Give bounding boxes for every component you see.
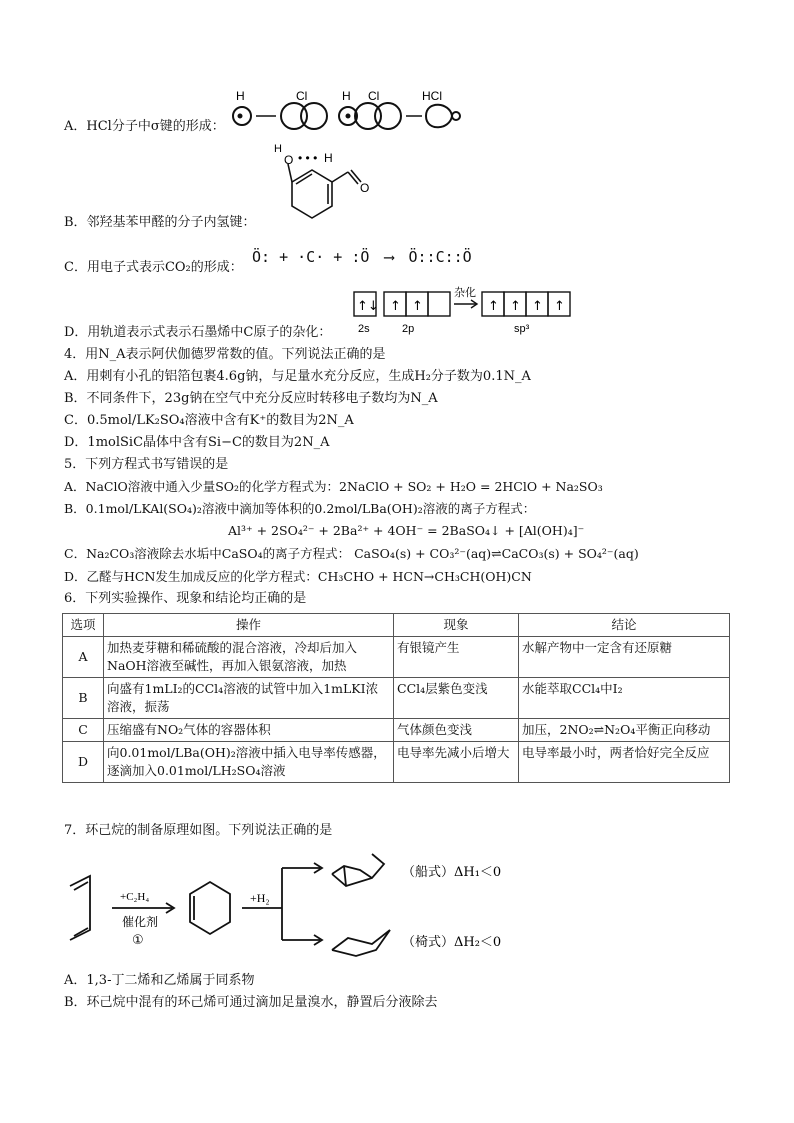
q5-option-a: A．NaClO溶液中通入少量SO₂的化学方程式为：2NaClO + SO₂ + H₂O = 2HClO + Na₂SO₃ (64, 479, 603, 494)
salicyl-o2: O (360, 181, 370, 195)
q4-option-c: C．0.5mol/LK₂SO₄溶液中含有K⁺的数目为2N_A (64, 413, 354, 428)
row-d-operation: 向0.01mol/LBa(OH)₂溶液中插入电导率传感器，逐滴加入0.01mol/LH₂SO₄溶液 (104, 742, 394, 783)
row-b-conclusion: 水能萃取CCl₄中I₂ (519, 678, 730, 719)
header-phenomenon: 现象 (394, 614, 519, 637)
q7-option-b: B．环己烷中混有的环己烯可通过滴加足量溴水，静置后分液除去 (64, 995, 438, 1010)
option-a-label: A．HCl分子中σ键的形成： (64, 119, 225, 134)
table-row (63, 719, 730, 742)
salicyl-h: H (274, 143, 282, 155)
q5-option-b2: Al³⁺ + 2SO₄²⁻ + 2Ba²⁺ + 4OH⁻ = 2BaSO₄↓ + [Al(OH)₄]⁻ (228, 523, 585, 538)
reagent-h2: +H₂ (250, 891, 270, 905)
hcl-fig-product: HCl (422, 89, 442, 103)
co2-electron-formula (252, 248, 472, 266)
row-b-operation: 向盛有1mLI₂的CCl₄溶液的试管中加入1mLKI浓溶液，振荡 (104, 678, 394, 719)
q5-option-d: D．乙醛与HCN发生加成反应的化学方程式：CH₃CHO + HCN→CH₃CH(OH)CN (64, 569, 532, 584)
q4-option-b: B．不同条件下，23g钠在空气中充分反应时转移电子数均为N_A (64, 391, 438, 406)
row-d-option: D (63, 742, 104, 783)
row-a-operation: 加热麦芽糖和稀硫酸的混合溶液，冷却后加入NaOH溶液至碱性，再加入银氨溶液，加热 (104, 637, 394, 678)
orbital-sp3: sp³ (514, 323, 530, 335)
option-d-label: D．用轨道表示式表示石墨烯中C原子的杂化： (64, 325, 332, 340)
svg-text:• • •: • • • (298, 151, 318, 165)
salicyl-o1: O (284, 153, 294, 167)
q5-option-b1: B．0.1mol/LKAl(SO₄)₂溶液中滴加等体积的0.2mol/LBa(OH)₂溶液的离子方程式： (64, 501, 536, 516)
row-d-phenomenon: 电导率先减小后增大 (394, 742, 519, 783)
cyclohexane-scheme (60, 846, 540, 970)
table-row (63, 637, 730, 678)
svg-text:↑: ↑ (488, 299, 499, 314)
svg-text:↑↓: ↑↓ (357, 299, 379, 314)
q6-table (62, 613, 730, 783)
co2-left: Ö: + ·C· + :Ö (252, 248, 370, 266)
hcl-fig-cl: Cl (296, 89, 308, 103)
co2-right: Ö::C::Ö (408, 248, 472, 266)
hcl-fig-cl2: Cl (368, 89, 380, 103)
table-row (63, 678, 730, 719)
header-conclusion: 结论 (519, 614, 730, 637)
q5-stem: 5．下列方程式书写错误的是 (64, 457, 229, 472)
q7-stem: 7．环己烷的制备原理如图。下列说法正确的是 (64, 823, 333, 838)
header-operation: 操作 (104, 614, 394, 637)
hcl-sigma-figure (226, 86, 466, 136)
hcl-fig-h: H (236, 89, 245, 103)
catalyst-label: 催化剂 (122, 915, 159, 929)
option-c-label: C．用电子式表示CO₂的形成： (64, 260, 243, 275)
step-label: ① (132, 933, 144, 948)
q4-option-d: D．1molSiC晶体中含有Si−C的数目为2N_A (64, 435, 330, 450)
orbital-2s: 2s (358, 323, 370, 335)
svg-text:H: H (324, 151, 333, 165)
option-b-label: B．邻羟基苯甲醛的分子内氢键： (64, 215, 256, 230)
row-a-phenomenon: 有银镜产生 (394, 637, 519, 678)
row-c-conclusion: 加压，2NO₂⇌N₂O₄平衡正向移动 (519, 719, 730, 742)
table-header-row (63, 614, 730, 637)
row-a-conclusion: 水解产物中一定含有还原糖 (519, 637, 730, 678)
svg-text:↑: ↑ (390, 299, 401, 314)
orbital-2p: 2p (402, 323, 415, 335)
q4-option-a: A．用刺有小孔的铝箔包裹4.6g钠，与足量水充分反应，生成H₂分子数为0.1N_A (64, 369, 531, 384)
orbital-diagram (350, 284, 580, 336)
row-c-option: C (63, 719, 104, 742)
svg-text:↑: ↑ (412, 299, 423, 314)
svg-text:↑: ↑ (510, 299, 521, 314)
orbital-arrow-label: 杂化 (454, 286, 476, 299)
q5-option-c: C．Na₂CO₃溶液除去水垢中CaSO₄的离子方程式： CaSO₄(s) + CO₃²⁻(aq)⇌CaCO₃(s) + SO₄²⁻(aq) (64, 546, 639, 561)
chair-label: （椅式）ΔH₂＜0 (402, 935, 502, 950)
q6-stem: 6．下列实验操作、现象和结论均正确的是 (64, 591, 307, 606)
salicylaldehyde-structure (262, 140, 372, 226)
row-c-phenomenon: 气体颜色变浅 (394, 719, 519, 742)
hcl-fig-h2: H (342, 89, 351, 103)
table-row (63, 742, 730, 783)
row-b-option: B (63, 678, 104, 719)
row-c-operation: 压缩盛有NO₂气体的容器体积 (104, 719, 394, 742)
row-d-conclusion: 电导率最小时，两者恰好完全反应 (519, 742, 730, 783)
q7-option-a: A．1,3-丁二烯和乙烯属于同系物 (64, 973, 255, 988)
arrow-icon: ⟶ (384, 248, 394, 266)
row-b-phenomenon: CCl₄层紫色变浅 (394, 678, 519, 719)
row-a-option: A (63, 637, 104, 678)
header-option: 选项 (63, 614, 104, 637)
svg-text:↑: ↑ (532, 299, 543, 314)
q4-stem: 4．用N_A表示阿伏伽德罗常数的值。下列说法正确的是 (64, 347, 386, 362)
svg-text:↑: ↑ (554, 299, 565, 314)
boat-label: （船式）ΔH₁＜0 (402, 865, 502, 880)
reagent-c2h4: +C₂H₄ (120, 891, 150, 903)
